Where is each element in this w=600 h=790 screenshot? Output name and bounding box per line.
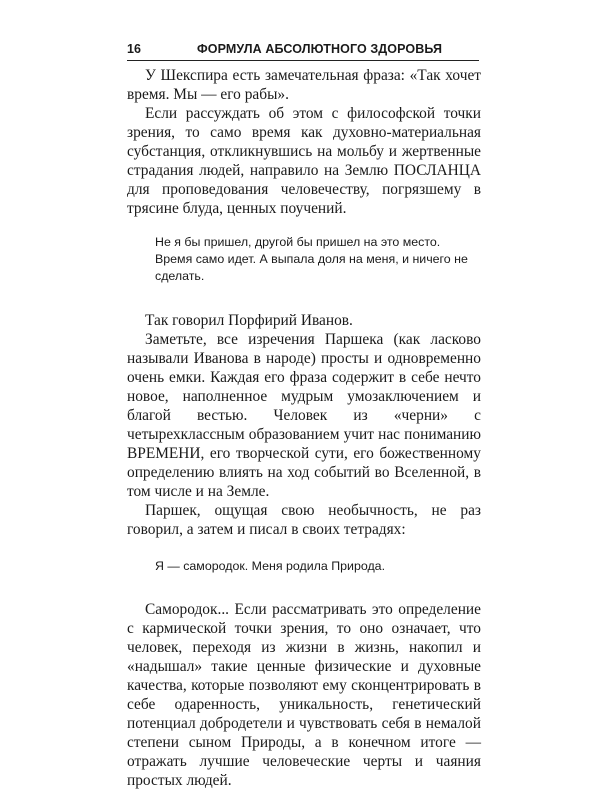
paragraph-parshek-notebooks: Паршек, ощущая свою необычность, не раз говорил, а затем и писал в своих тетрадях: [127, 502, 481, 538]
quote-text: Не я бы пришел, другой бы пришел на это место. Время само идет. А выпала доля на меня, и ничего не сделать. [155, 235, 468, 283]
paragraph-attribution: Так говорил Порфирий Иванов. [145, 312, 353, 329]
running-header [127, 40, 479, 60]
paragraph-shakespeare: У Шекспира есть замечательная фраза: «Так хочет время. Мы — его рабы». [127, 67, 481, 103]
paragraph-nugget: Самородок... Если рассматривать это определение с кармической точки зрения, то оно означает, что человек, переходя из жизни в жизнь, накопил и «надышал» такие ценные физические и духовные качества, которые позволяют ему сконцентрировать в себе одаренность, уникальность, генетический потенциал добродетели и чувствовать себя в немалой степени сыном Природы, а в конечном итоге — отражать лучшие человеческие черты и чаяния простых людей. [127, 601, 481, 789]
quote-text: Я — самородок. Меня родила Природа. [155, 559, 386, 573]
paragraph-time-envoy: Если рассуждать об этом с философской точки зрения, то само время как духовно-материальная субстанция, откликнувшись на мольбу и жертвенные страдания людей, направило на Землю ПОСЛАНЦА для проповедования человечеству, погрязшему в трясине блуда, ценных поучений. [127, 105, 481, 217]
page-number: 16 [127, 42, 141, 56]
header-rule [127, 60, 479, 61]
paragraph-parshek-sayings: Заметьте, все изречения Паршека (как ласково называли Иванова в народе) просты и одновременно очень емки. Каждая его фраза содержит в себе нечто новое, наполненное мудрым умозаключением и благой вестью. Человек из «черни» с четырехклассным образованием учит нас пониманию ВРЕМЕНИ, его творческой сути, его божественному определению влиять на ход событий во Вселенной, в том числе и на Земле. [127, 331, 481, 500]
page-body [127, 66, 481, 790]
quote-block [127, 234, 481, 285]
quote-block [127, 558, 481, 575]
running-title: ФОРМУЛА АБСОЛЮТНОГО ЗДОРОВЬЯ [197, 42, 443, 56]
